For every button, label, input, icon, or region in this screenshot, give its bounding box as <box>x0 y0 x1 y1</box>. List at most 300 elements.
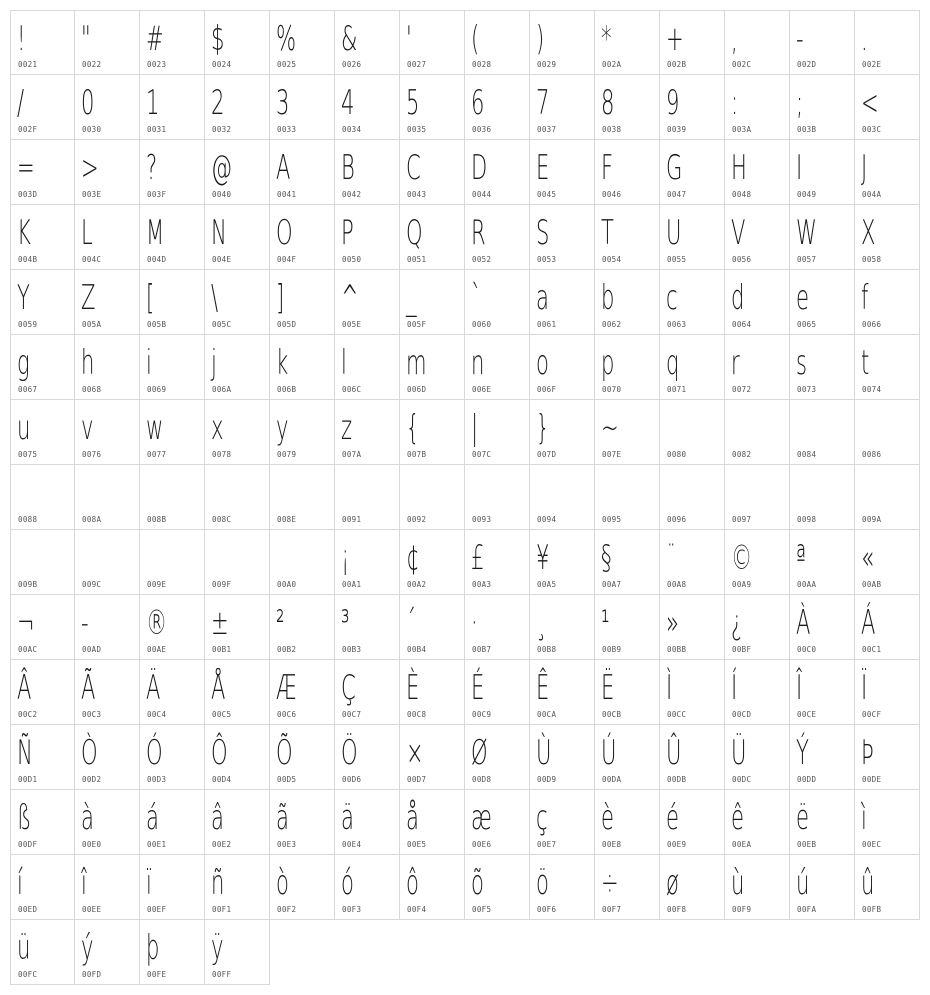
glyph-cell <box>75 790 140 855</box>
glyph-codepoint: 007A <box>342 450 362 459</box>
glyph-cell <box>725 595 790 660</box>
glyph-grid <box>10 10 920 985</box>
glyph-codepoint: 0093 <box>472 515 492 524</box>
glyph-cell <box>725 400 790 465</box>
glyph-codepoint: 0063 <box>667 320 687 329</box>
glyph-char: @ <box>211 148 233 188</box>
glyph-char: é <box>666 798 679 838</box>
glyph-cell <box>400 270 465 335</box>
glyph-char: ¿ <box>731 603 743 643</box>
glyph-char: { <box>406 408 420 448</box>
glyph-cell <box>140 790 205 855</box>
glyph-codepoint: 00AD <box>82 645 102 654</box>
glyph-char: " <box>81 19 91 59</box>
glyph-codepoint: 0077 <box>147 450 167 459</box>
glyph-cell <box>140 140 205 205</box>
glyph-char: # <box>146 19 164 59</box>
glyph-char: Ñ <box>17 733 33 773</box>
glyph-cell <box>595 790 660 855</box>
glyph-codepoint: 0051 <box>407 255 427 264</box>
glyph-cell <box>400 10 465 75</box>
glyph-codepoint: 00C3 <box>82 710 102 719</box>
glyph-cell <box>205 530 270 595</box>
glyph-cell <box>465 335 530 400</box>
glyph-char: ¥ <box>536 538 550 578</box>
glyph-char: ô <box>406 863 419 903</box>
glyph-cell <box>205 400 270 465</box>
glyph-char: * <box>601 19 612 59</box>
glyph-codepoint: 002A <box>602 60 622 69</box>
glyph-codepoint: 004E <box>212 255 232 264</box>
glyph-cell <box>660 75 725 140</box>
glyph-char: \ <box>211 278 219 318</box>
glyph-char: ÿ <box>211 928 224 968</box>
glyph-codepoint: 004F <box>277 255 297 264</box>
glyph-char: 4 <box>341 83 355 123</box>
glyph-char: r <box>731 343 740 383</box>
glyph-cell <box>465 465 530 530</box>
glyph-cell <box>335 790 400 855</box>
glyph-codepoint: 0084 <box>797 450 817 459</box>
glyph-codepoint: 0047 <box>667 190 687 199</box>
glyph-cell <box>465 660 530 725</box>
glyph-cell <box>205 205 270 270</box>
glyph-cell <box>335 660 400 725</box>
glyph-codepoint: 003F <box>147 190 167 199</box>
glyph-char: » <box>666 603 679 643</box>
glyph-char: ø <box>666 863 679 903</box>
glyph-char: ì <box>861 798 867 838</box>
glyph-codepoint: 00B9 <box>602 645 622 654</box>
glyph-cell <box>335 725 400 790</box>
glyph-char: f <box>861 278 869 318</box>
glyph-codepoint: 00E1 <box>147 840 167 849</box>
glyph-codepoint: 00C4 <box>147 710 167 719</box>
glyph-cell <box>400 595 465 660</box>
glyph-char: ë <box>796 798 809 838</box>
glyph-cell <box>530 75 595 140</box>
glyph-cell <box>725 335 790 400</box>
glyph-cell <box>530 725 595 790</box>
glyph-cell <box>790 530 855 595</box>
glyph-cell <box>725 465 790 530</box>
glyph-char: Ì <box>666 668 673 708</box>
glyph-cell <box>335 140 400 205</box>
glyph-codepoint: 0092 <box>407 515 427 524</box>
glyph-cell <box>790 400 855 465</box>
glyph-char: æ <box>471 798 492 838</box>
glyph-codepoint: 0055 <box>667 255 687 264</box>
glyph-codepoint: 00A8 <box>667 580 687 589</box>
glyph-codepoint: 002C <box>732 60 752 69</box>
glyph-cell <box>140 75 205 140</box>
glyph-cell <box>335 530 400 595</box>
glyph-cell <box>465 140 530 205</box>
glyph-codepoint: 00B2 <box>277 645 297 654</box>
glyph-codepoint: 0040 <box>212 190 232 199</box>
glyph-char: Y <box>17 278 30 318</box>
glyph-char: + <box>666 19 684 59</box>
glyph-cell <box>205 270 270 335</box>
glyph-codepoint: 00FB <box>862 905 882 914</box>
glyph-codepoint: 0094 <box>537 515 557 524</box>
glyph-codepoint: 004C <box>82 255 102 264</box>
glyph-char: ~ <box>601 408 619 448</box>
glyph-codepoint: 0037 <box>537 125 557 134</box>
glyph-char: í <box>17 863 23 903</box>
glyph-codepoint: 004B <box>18 255 38 264</box>
glyph-codepoint: 005C <box>212 320 232 329</box>
glyph-cell <box>205 140 270 205</box>
glyph-char: $ <box>211 19 225 59</box>
glyph-cell <box>790 205 855 270</box>
glyph-char: Ú <box>601 733 617 773</box>
glyph-char: 9 <box>666 83 680 123</box>
glyph-codepoint: 0095 <box>602 515 622 524</box>
glyph-char: Æ <box>276 668 297 708</box>
glyph-char: U <box>666 213 682 253</box>
glyph-cell <box>335 855 400 920</box>
glyph-char: ú <box>796 863 810 903</box>
glyph-char: c <box>666 278 678 318</box>
glyph-char: è <box>601 798 614 838</box>
glyph-codepoint: 00B1 <box>212 645 232 654</box>
glyph-cell <box>660 10 725 75</box>
glyph-cell <box>75 140 140 205</box>
glyph-codepoint: 00EA <box>732 840 752 849</box>
glyph-codepoint: 00A3 <box>472 580 492 589</box>
glyph-codepoint: 00AE <box>147 645 167 654</box>
glyph-codepoint: 00CC <box>667 710 687 719</box>
glyph-cell <box>465 205 530 270</box>
glyph-cell <box>855 725 920 790</box>
glyph-char: 2 <box>211 83 225 123</box>
glyph-codepoint: 005E <box>342 320 362 329</box>
glyph-cell <box>465 530 530 595</box>
glyph-char: - <box>796 19 804 59</box>
glyph-cell <box>335 75 400 140</box>
glyph-cell <box>595 660 660 725</box>
glyph-char: à <box>81 798 94 838</box>
glyph-cell <box>595 530 660 595</box>
glyph-codepoint: 00F1 <box>212 905 232 914</box>
glyph-cell <box>75 465 140 530</box>
glyph-char: ¹ <box>601 603 610 643</box>
glyph-cell <box>595 855 660 920</box>
glyph-char: j <box>211 343 217 383</box>
glyph-cell <box>725 270 790 335</box>
glyph-codepoint: 004A <box>862 190 882 199</box>
glyph-cell <box>10 595 75 660</box>
glyph-codepoint: 0086 <box>862 450 882 459</box>
glyph-codepoint: 006D <box>407 385 427 394</box>
glyph-char: m <box>406 343 427 383</box>
glyph-cell <box>270 400 335 465</box>
glyph-codepoint: 00D7 <box>407 775 427 784</box>
glyph-codepoint: 006E <box>472 385 492 394</box>
glyph-char: D <box>471 148 488 188</box>
glyph-char: ` <box>471 278 482 318</box>
glyph-cell <box>400 400 465 465</box>
glyph-char: = <box>17 148 35 188</box>
glyph-cell <box>270 465 335 530</box>
glyph-char: ª <box>796 538 806 578</box>
glyph-codepoint: 002F <box>18 125 38 134</box>
glyph-codepoint: 0082 <box>732 450 752 459</box>
glyph-codepoint: 00DF <box>18 840 38 849</box>
glyph-cell <box>400 205 465 270</box>
glyph-char: £ <box>471 538 485 578</box>
glyph-codepoint: 0097 <box>732 515 752 524</box>
glyph-char: ¨ <box>666 538 677 578</box>
glyph-cell <box>855 335 920 400</box>
glyph-cell <box>725 140 790 205</box>
glyph-cell <box>10 10 75 75</box>
glyph-char: k <box>276 343 289 383</box>
glyph-cell <box>75 595 140 660</box>
glyph-codepoint: 0048 <box>732 190 752 199</box>
glyph-codepoint: 007C <box>472 450 492 459</box>
glyph-codepoint: 00C6 <box>277 710 297 719</box>
glyph-codepoint: 0064 <box>732 320 752 329</box>
glyph-cell <box>595 725 660 790</box>
glyph-char: ' <box>406 19 412 59</box>
glyph-codepoint: 00C8 <box>407 710 427 719</box>
glyph-codepoint: 00A7 <box>602 580 622 589</box>
glyph-codepoint: 00E0 <box>82 840 102 849</box>
glyph-cell <box>400 140 465 205</box>
glyph-char: z <box>341 408 353 448</box>
glyph-codepoint: 0022 <box>82 60 102 69</box>
glyph-codepoint: 0036 <box>472 125 492 134</box>
glyph-char: S <box>536 213 550 253</box>
glyph-char: ± <box>211 603 229 643</box>
glyph-cell <box>595 75 660 140</box>
glyph-codepoint: 00E9 <box>667 840 687 849</box>
glyph-codepoint: 0026 <box>342 60 362 69</box>
glyph-cell <box>140 205 205 270</box>
glyph-codepoint: 00DC <box>732 775 752 784</box>
glyph-cell <box>140 335 205 400</box>
glyph-cell <box>660 530 725 595</box>
glyph-char: 3 <box>276 83 290 123</box>
glyph-codepoint: 00C1 <box>862 645 882 654</box>
glyph-codepoint: 00D3 <box>147 775 167 784</box>
glyph-char: [ <box>146 278 155 318</box>
glyph-codepoint: 0066 <box>862 320 882 329</box>
glyph-char: d <box>731 278 745 318</box>
glyph-cell <box>10 920 75 985</box>
glyph-codepoint: 00F2 <box>277 905 297 914</box>
glyph-codepoint: 0073 <box>797 385 817 394</box>
glyph-codepoint: 0088 <box>18 515 38 524</box>
glyph-cell <box>660 140 725 205</box>
glyph-char: Q <box>406 213 423 253</box>
glyph-char: ò <box>276 863 289 903</box>
glyph-codepoint: 005D <box>277 320 297 329</box>
glyph-char: © <box>731 538 753 578</box>
glyph-char: Á <box>861 603 876 643</box>
glyph-codepoint: 0069 <box>147 385 167 394</box>
glyph-cell <box>530 400 595 465</box>
glyph-cell <box>270 335 335 400</box>
glyph-cell <box>660 660 725 725</box>
glyph-codepoint: 0042 <box>342 190 362 199</box>
glyph-char: ç <box>536 798 548 838</box>
glyph-cell <box>790 790 855 855</box>
glyph-char: : <box>731 83 739 123</box>
glyph-cell <box>595 205 660 270</box>
glyph-cell <box>855 75 920 140</box>
glyph-char: ( <box>471 19 480 59</box>
glyph-cell <box>790 855 855 920</box>
glyph-codepoint: 0060 <box>472 320 492 329</box>
glyph-cell <box>10 400 75 465</box>
glyph-cell <box>595 10 660 75</box>
glyph-cell <box>855 205 920 270</box>
glyph-codepoint: 00F6 <box>537 905 557 914</box>
glyph-cell <box>75 205 140 270</box>
glyph-cell <box>270 660 335 725</box>
glyph-cell <box>10 790 75 855</box>
glyph-cell <box>725 10 790 75</box>
glyph-char: · <box>471 603 478 643</box>
glyph-cell <box>465 400 530 465</box>
glyph-codepoint: 009A <box>862 515 882 524</box>
glyph-char: X <box>861 213 876 253</box>
glyph-cell <box>10 465 75 530</box>
glyph-codepoint: 0046 <box>602 190 622 199</box>
glyph-char: õ <box>471 863 484 903</box>
glyph-cell <box>855 595 920 660</box>
glyph-char: 1 <box>146 83 160 123</box>
glyph-cell <box>790 270 855 335</box>
glyph-char: Õ <box>276 733 293 773</box>
glyph-cell <box>595 595 660 660</box>
glyph-codepoint: 00CA <box>537 710 557 719</box>
glyph-char: p <box>601 343 615 383</box>
glyph-cell <box>270 75 335 140</box>
glyph-codepoint: 00B3 <box>342 645 362 654</box>
glyph-char: Z <box>81 278 96 318</box>
glyph-codepoint: 00EB <box>797 840 817 849</box>
glyph-codepoint: 00C9 <box>472 710 492 719</box>
glyph-cell <box>10 140 75 205</box>
glyph-codepoint: 0091 <box>342 515 362 524</box>
glyph-char: > <box>81 148 99 188</box>
glyph-codepoint: 00C5 <box>212 710 232 719</box>
glyph-cell <box>465 855 530 920</box>
glyph-codepoint: 0033 <box>277 125 297 134</box>
glyph-codepoint: 0061 <box>537 320 557 329</box>
glyph-cell <box>530 140 595 205</box>
glyph-char: ] <box>276 278 285 318</box>
glyph-char: ñ <box>211 863 225 903</box>
glyph-char: N <box>211 213 227 253</box>
glyph-char: ® <box>146 603 168 643</box>
glyph-char: þ <box>146 928 160 968</box>
glyph-char: J <box>861 148 868 188</box>
glyph-char: & <box>341 19 358 59</box>
glyph-codepoint: 00A5 <box>537 580 557 589</box>
glyph-cell <box>530 465 595 530</box>
glyph-char: E <box>536 148 550 188</box>
glyph-char: o <box>536 343 549 383</box>
glyph-char: Ù <box>536 733 552 773</box>
glyph-char: ö <box>536 863 549 903</box>
glyph-char: x <box>211 408 224 448</box>
glyph-codepoint: 0043 <box>407 190 427 199</box>
glyph-codepoint: 0038 <box>602 125 622 134</box>
glyph-codepoint: 0053 <box>537 255 557 264</box>
glyph-cell <box>530 530 595 595</box>
glyph-codepoint: 00CD <box>732 710 752 719</box>
glyph-cell <box>75 335 140 400</box>
glyph-cell <box>75 530 140 595</box>
glyph-codepoint: 00C0 <box>797 645 817 654</box>
glyph-cell <box>530 855 595 920</box>
glyph-codepoint: 008C <box>212 515 232 524</box>
glyph-cell <box>465 595 530 660</box>
glyph-cell <box>270 140 335 205</box>
glyph-char: Ë <box>601 668 615 708</box>
glyph-char: 0 <box>81 83 95 123</box>
glyph-cell <box>465 725 530 790</box>
glyph-char: ^ <box>341 278 359 318</box>
glyph-codepoint: 0072 <box>732 385 752 394</box>
glyph-codepoint: 006F <box>537 385 557 394</box>
glyph-cell <box>400 75 465 140</box>
glyph-cell <box>660 270 725 335</box>
glyph-codepoint: 004D <box>147 255 167 264</box>
glyph-cell <box>75 855 140 920</box>
glyph-codepoint: 00BB <box>667 645 687 654</box>
glyph-cell <box>465 790 530 855</box>
glyph-cell <box>335 400 400 465</box>
glyph-cell <box>335 335 400 400</box>
glyph-codepoint: 00FD <box>82 970 102 979</box>
glyph-char: ý <box>81 928 94 968</box>
glyph-cell <box>205 920 270 985</box>
glyph-codepoint: 00F9 <box>732 905 752 914</box>
glyph-codepoint: 0023 <box>147 60 167 69</box>
glyph-codepoint: 0074 <box>862 385 882 394</box>
glyph-char: B <box>341 148 355 188</box>
glyph-codepoint: 00DD <box>797 775 817 784</box>
glyph-cell <box>530 270 595 335</box>
glyph-char: ê <box>731 798 744 838</box>
glyph-cell <box>205 725 270 790</box>
glyph-char: « <box>861 538 874 578</box>
glyph-char: y <box>276 408 289 448</box>
glyph-cell <box>725 790 790 855</box>
glyph-cell <box>140 660 205 725</box>
glyph-cell <box>660 205 725 270</box>
glyph-codepoint: 00F8 <box>667 905 687 914</box>
glyph-codepoint: 00FF <box>212 970 232 979</box>
glyph-cell <box>75 660 140 725</box>
glyph-cell <box>855 530 920 595</box>
glyph-char: G <box>666 148 683 188</box>
glyph-codepoint: 0045 <box>537 190 557 199</box>
glyph-cell <box>660 400 725 465</box>
glyph-codepoint: 003C <box>862 125 882 134</box>
glyph-cell <box>790 660 855 725</box>
glyph-char: _ <box>406 278 417 318</box>
glyph-char: ü <box>17 928 31 968</box>
glyph-char: § <box>601 538 612 578</box>
glyph-char: Ý <box>796 733 809 773</box>
